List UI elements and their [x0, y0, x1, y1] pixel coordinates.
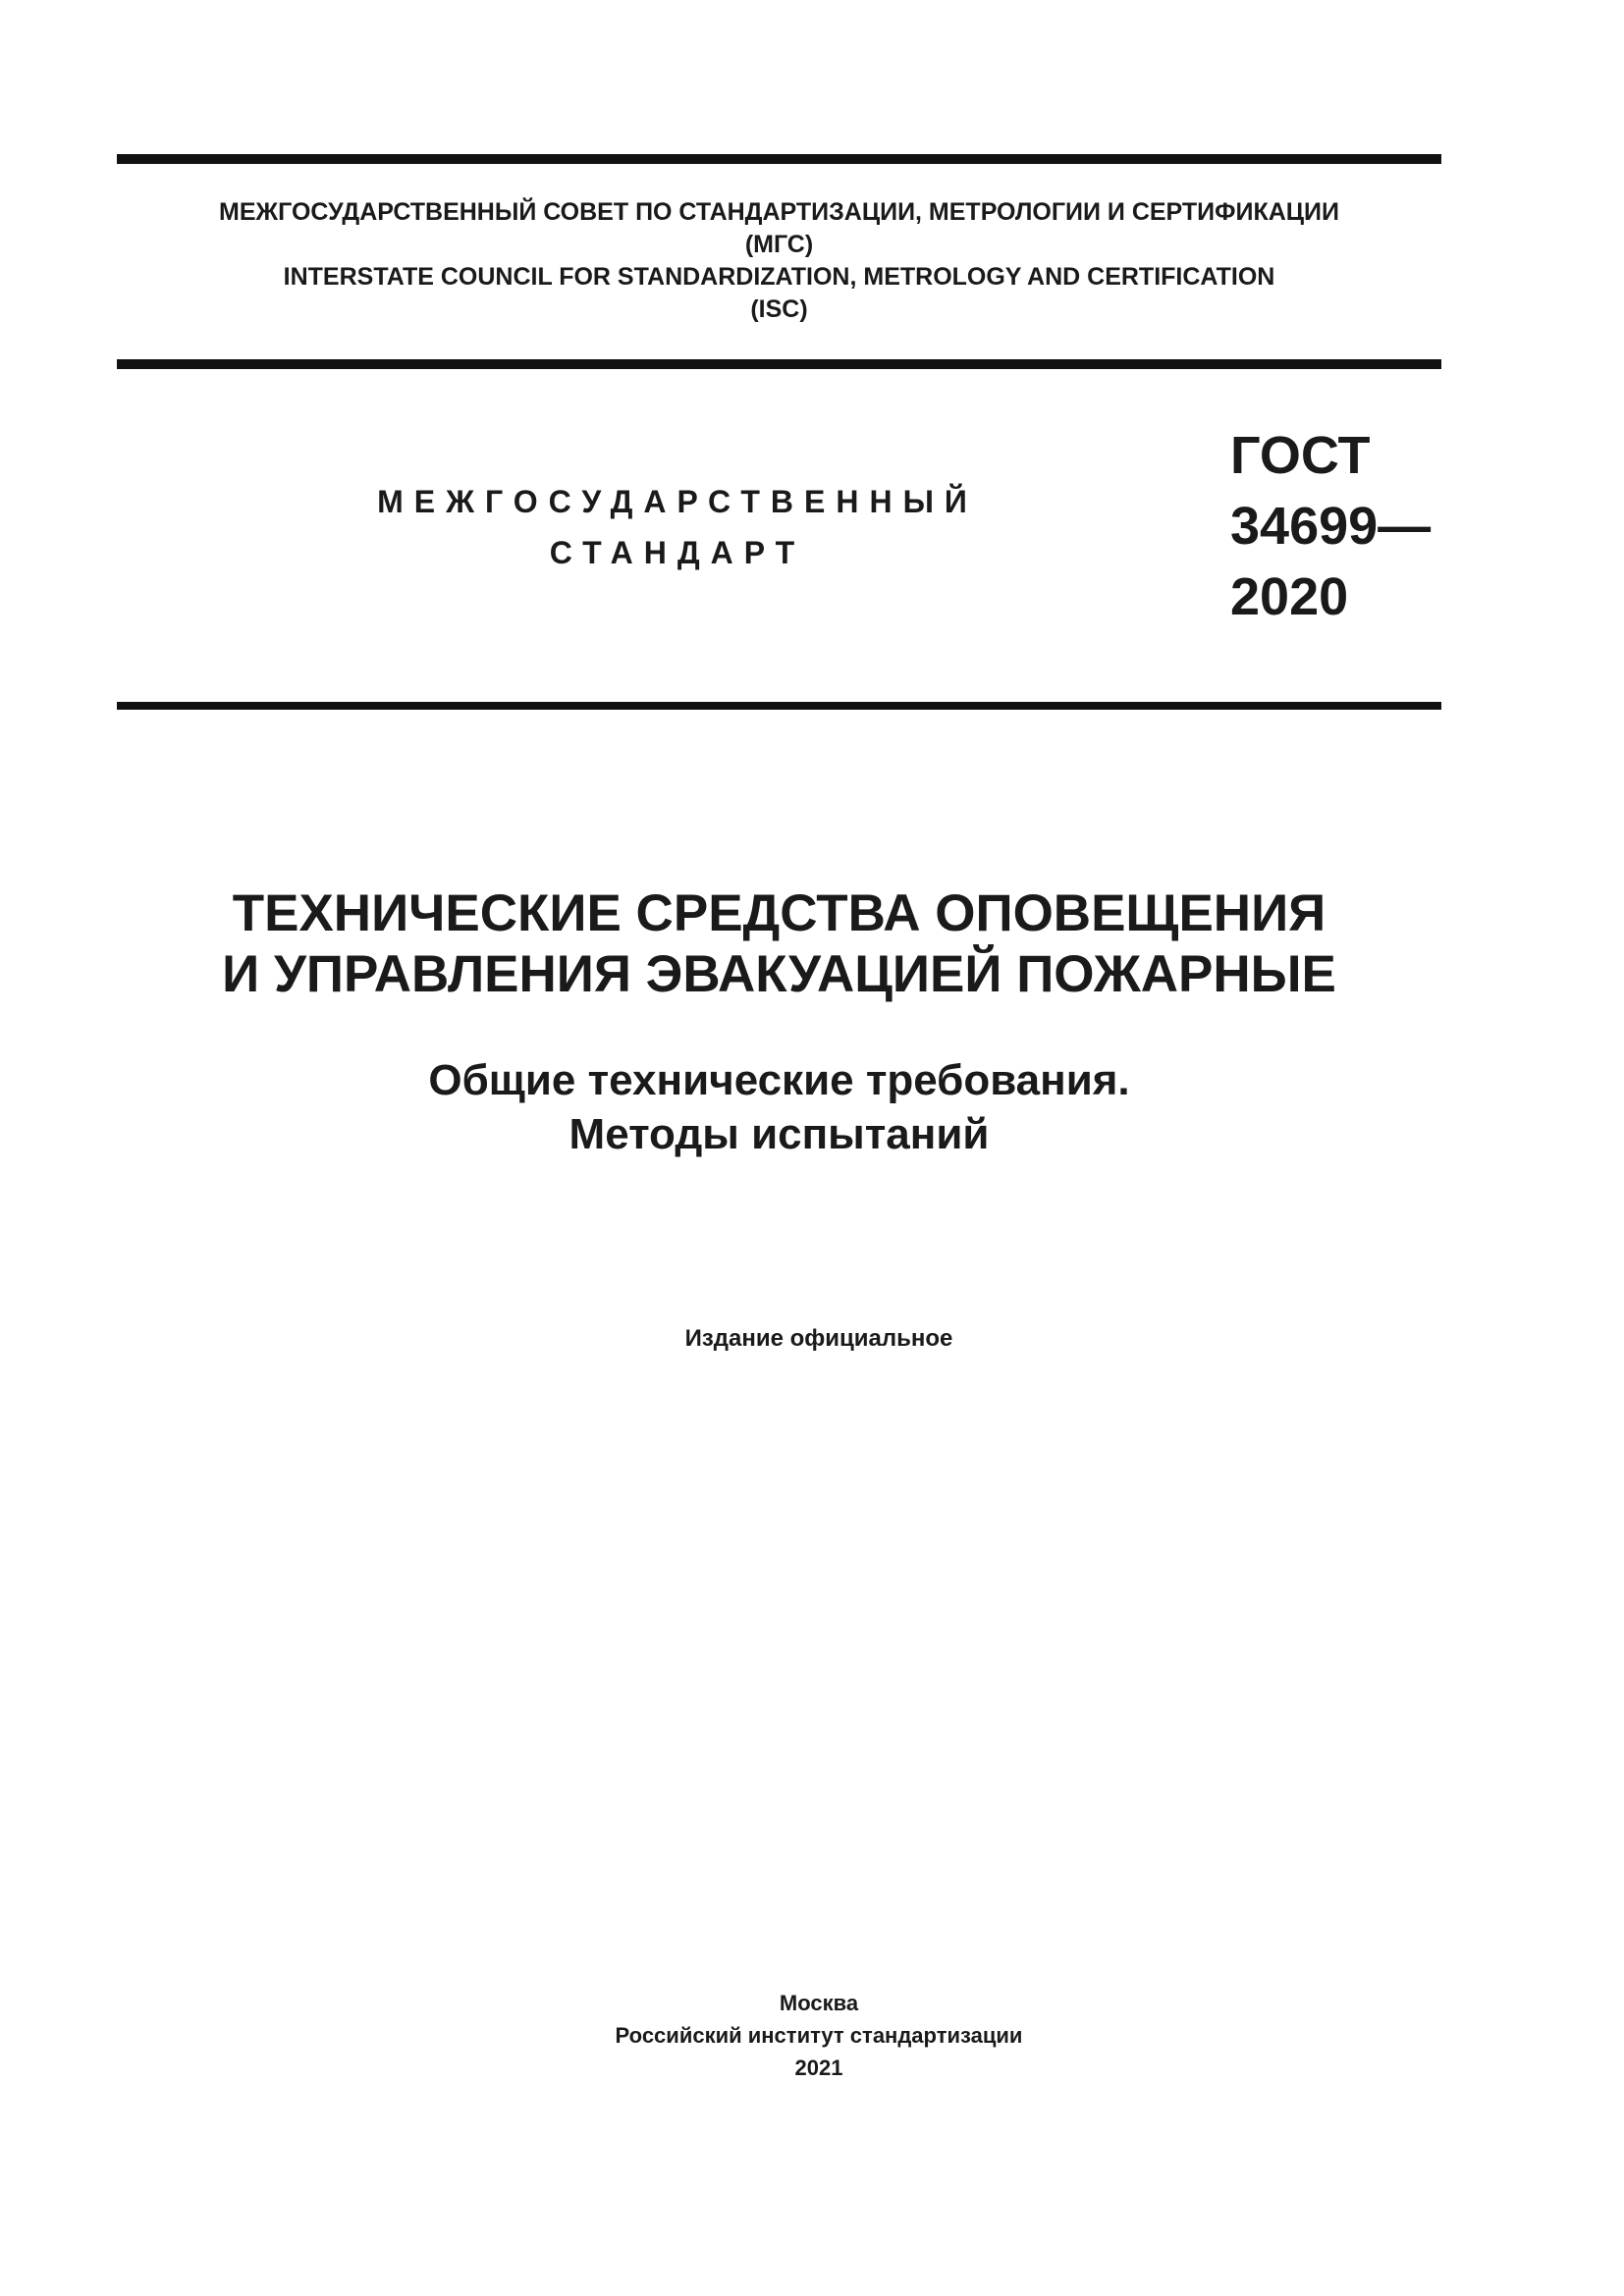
council-abbr-en: (ISC) [750, 295, 808, 323]
document-subtitle [117, 1053, 1441, 1161]
standard-code-number: 34699— [1230, 497, 1432, 556]
council-name-en: INTERSTATE COUNCIL FOR STANDARDIZATION, METROLOGY AND CERTIFICATION [283, 263, 1275, 291]
council-header [117, 196, 1441, 326]
header-divider [117, 359, 1441, 369]
document-title [117, 883, 1441, 1005]
council-abbr-ru: (МГС) [744, 231, 814, 258]
council-name-ru: МЕЖГОСУДАРСТВЕННЫЙ СОВЕТ ПО СТАНДАРТИЗАЦИИ, МЕТРОЛОГИИ И СЕРТИФИКАЦИИ [219, 198, 1339, 226]
standard-code-year: 2020 [1230, 567, 1349, 626]
edition-label: Издание официальное [684, 1325, 953, 1352]
standard-type-line1: МЕЖГОСУДАРСТВЕННЫЙ [377, 484, 978, 519]
imprint-year: 2021 [794, 2056, 843, 2080]
standard-type [324, 476, 1031, 578]
document-subtitle-line2: Методы испытаний [568, 1110, 990, 1158]
imprint [117, 1987, 1521, 2084]
imprint-city: Москва [779, 1991, 859, 2015]
document-title-line2: И УПРАВЛЕНИЯ ЭВАКУАЦИЕЙ ПОЖАРНЫЕ [222, 945, 1336, 1003]
standard-code [1230, 420, 1431, 632]
document-title-line1: ТЕХНИЧЕСКИЕ СРЕДСТВА ОПОВЕЩЕНИЯ [232, 884, 1326, 942]
code-divider [117, 702, 1441, 710]
imprint-publisher: Российский институт стандартизации [615, 2023, 1023, 2048]
standard-code-prefix: ГОСТ [1230, 426, 1371, 485]
standard-type-line2: СТАНДАРТ [549, 535, 806, 570]
document-subtitle-line1: Общие технические требования. [428, 1056, 1130, 1104]
top-rule [117, 154, 1441, 164]
